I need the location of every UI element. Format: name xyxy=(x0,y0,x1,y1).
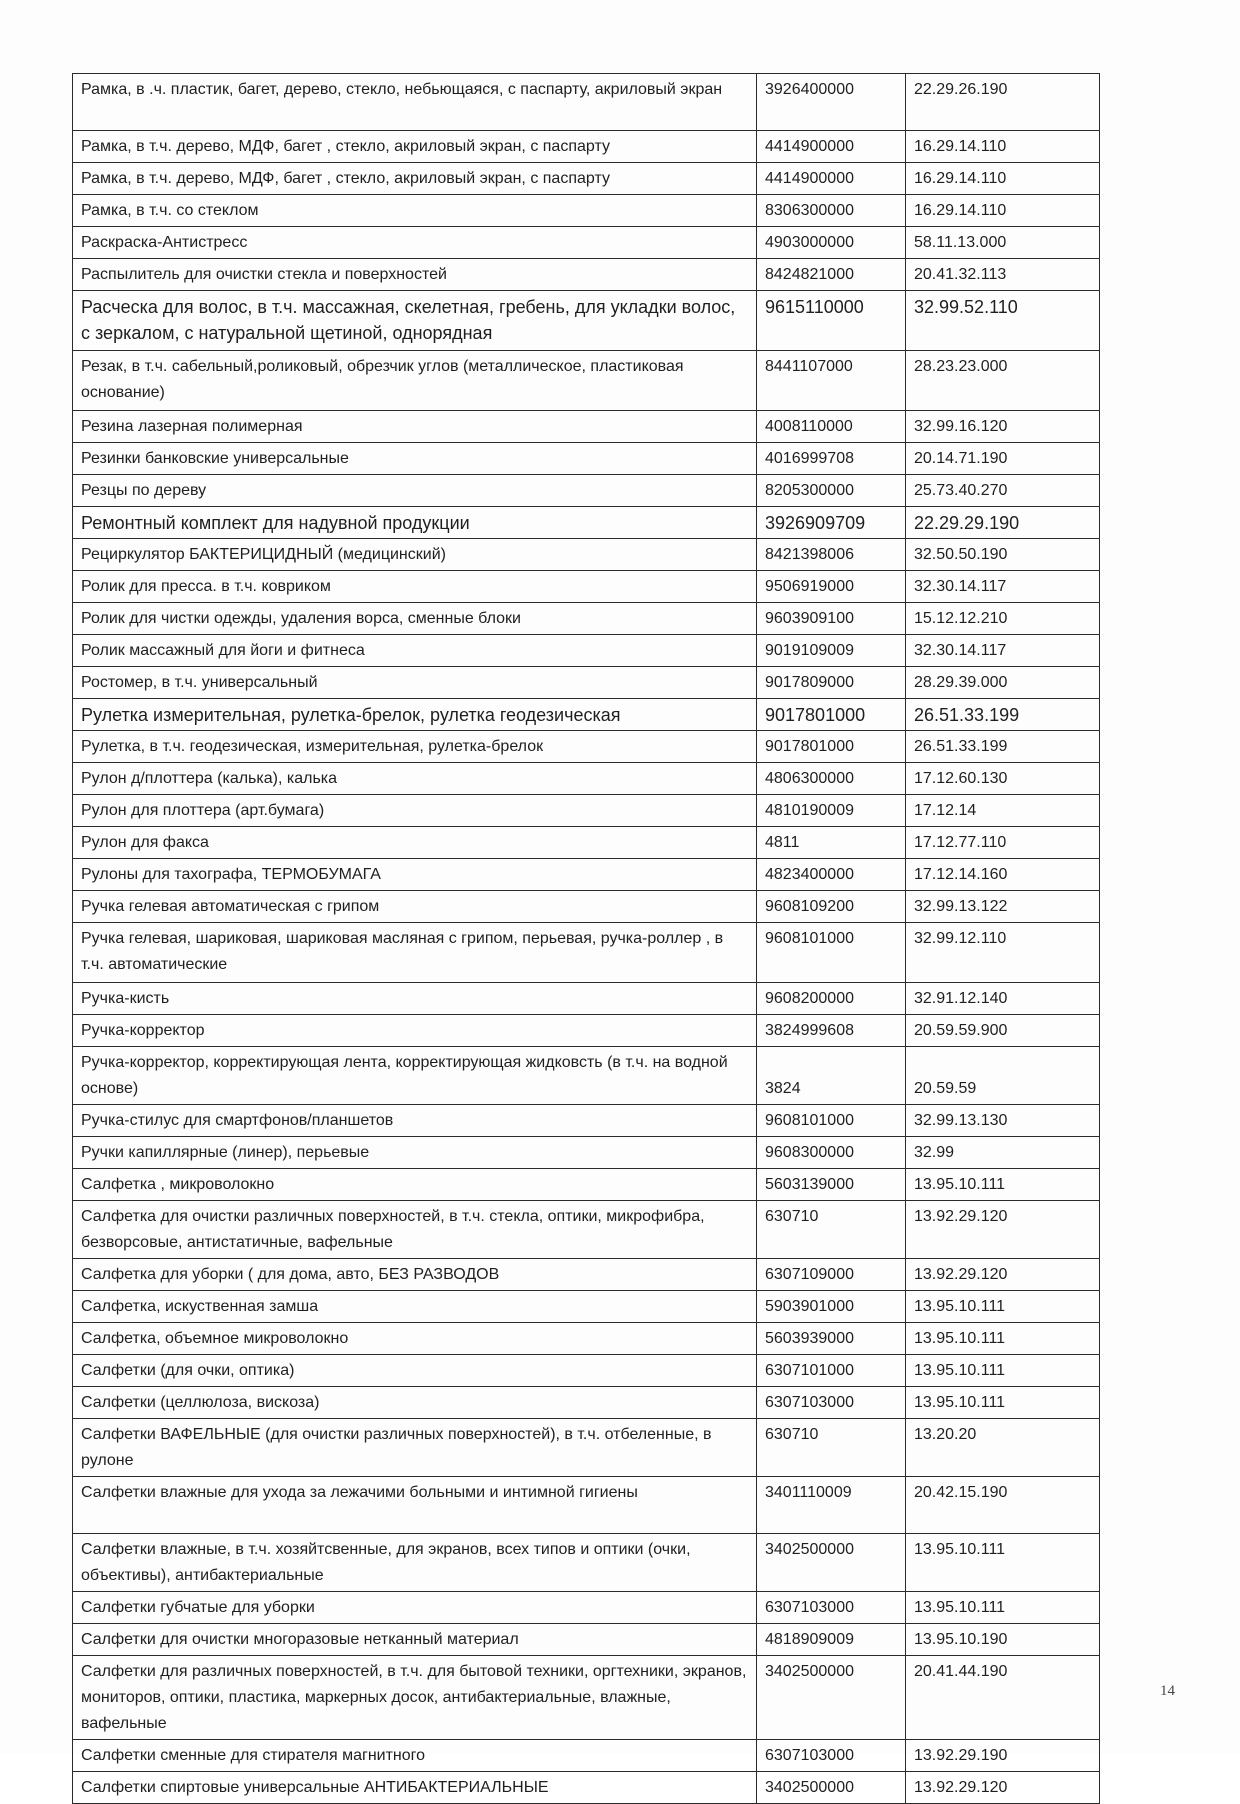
okpd2-code-cell: 13.92.29.120 xyxy=(906,1259,1100,1291)
okpd2-code-cell: 32.30.14.117 xyxy=(906,635,1100,667)
tnved-code-cell: 3824999608 xyxy=(757,1015,906,1047)
tnved-code-cell: 9603909100 xyxy=(757,603,906,635)
table-row xyxy=(73,667,1100,699)
tnved-code-cell: 630710 xyxy=(757,1419,906,1477)
table-row xyxy=(73,763,1100,795)
tnved-code-cell: 8205300000 xyxy=(757,475,906,507)
product-name-cell: Рулон для факса xyxy=(73,827,757,859)
table-row xyxy=(73,859,1100,891)
product-name-cell: Резина лазерная полимерная xyxy=(73,411,757,443)
tnved-code-cell: 6307101000 xyxy=(757,1355,906,1387)
okpd2-code-cell: 58.11.13.000 xyxy=(906,227,1100,259)
table-row xyxy=(73,1015,1100,1047)
table-row xyxy=(73,74,1100,131)
product-name-cell: Рулетка, в т.ч. геодезическая, измерительная, рулетка-брелок xyxy=(73,731,757,763)
product-name-cell: Ручка-корректор xyxy=(73,1015,757,1047)
table-row xyxy=(73,163,1100,195)
tnved-code-cell: 9017801000 xyxy=(757,731,906,763)
okpd2-code-cell: 32.99.12.110 xyxy=(906,923,1100,983)
tnved-code-cell: 9506919000 xyxy=(757,571,906,603)
product-name-cell: Салфетка, объемное микроволокно xyxy=(73,1323,757,1355)
okpd2-code-cell: 16.29.14.110 xyxy=(906,131,1100,163)
product-name-cell: Ручки капиллярные (линер), перьевые xyxy=(73,1137,757,1169)
table-body xyxy=(73,74,1100,1804)
okpd2-code-cell: 13.92.29.190 xyxy=(906,1740,1100,1772)
tnved-code-cell: 4016999708 xyxy=(757,443,906,475)
product-name-cell: Ролик массажный для йоги и фитнеса xyxy=(73,635,757,667)
product-name-cell: Салфетка , микроволокно xyxy=(73,1169,757,1201)
tnved-code-cell: 4818909009 xyxy=(757,1624,906,1656)
table-row xyxy=(73,1259,1100,1291)
tnved-code-cell: 9017801000 xyxy=(757,699,906,731)
tnved-code-cell: 6307103000 xyxy=(757,1387,906,1419)
okpd2-code-cell: 16.29.14.110 xyxy=(906,163,1100,195)
product-name-cell: Салфетки для очистки многоразовые нетканный материал xyxy=(73,1624,757,1656)
product-name-cell: Рулон для плоттера (арт.бумага) xyxy=(73,795,757,827)
product-name-cell: Салфетки сменные для стирателя магнитного xyxy=(73,1740,757,1772)
table-row xyxy=(73,1291,1100,1323)
okpd2-code-cell: 26.51.33.199 xyxy=(906,731,1100,763)
product-name-cell: Ролик для пресса. в т.ч. ковриком xyxy=(73,571,757,603)
product-name-cell: Салфетки влажные для ухода за лежачими больными и интимной гигиены xyxy=(73,1477,757,1534)
okpd2-code-cell: 20.59.59 xyxy=(906,1047,1100,1105)
tnved-code-cell: 9608300000 xyxy=(757,1137,906,1169)
tnved-code-cell: 3402500000 xyxy=(757,1772,906,1804)
product-name-cell: Ручка-кисть xyxy=(73,983,757,1015)
table-row xyxy=(73,411,1100,443)
product-name-cell: Ремонтный комплект для надувной продукции xyxy=(73,507,757,539)
product-name-cell: Ролик для чистки одежды, удаления ворса, сменные блоки xyxy=(73,603,757,635)
table-row xyxy=(73,731,1100,763)
product-name-cell: Салфетка для уборки ( для дома, авто, БЕЗ РАЗВОДОВ xyxy=(73,1259,757,1291)
table-row xyxy=(73,603,1100,635)
tnved-code-cell: 4008110000 xyxy=(757,411,906,443)
okpd2-code-cell: 13.92.29.120 xyxy=(906,1772,1100,1804)
table-row xyxy=(73,1534,1100,1592)
product-name-cell: Ручка-стилус для смартфонов/планшетов xyxy=(73,1105,757,1137)
okpd2-code-cell: 13.95.10.111 xyxy=(906,1592,1100,1624)
product-name-cell: Раскраска-Антистресс xyxy=(73,227,757,259)
table-row xyxy=(73,351,1100,411)
product-name-cell: Резинки банковские универсальные xyxy=(73,443,757,475)
table-row xyxy=(73,1419,1100,1477)
okpd2-code-cell: 32.99.16.120 xyxy=(906,411,1100,443)
table-row xyxy=(73,1047,1100,1105)
okpd2-code-cell: 20.59.59.900 xyxy=(906,1015,1100,1047)
page-number: 14 xyxy=(1160,1683,1175,1699)
tnved-code-cell: 4823400000 xyxy=(757,859,906,891)
table-row xyxy=(73,131,1100,163)
table-row xyxy=(73,195,1100,227)
table-row xyxy=(73,923,1100,983)
table-row xyxy=(73,1477,1100,1534)
okpd2-code-cell: 17.12.60.130 xyxy=(906,763,1100,795)
product-name-cell: Ручка гелевая автоматическая с грипом xyxy=(73,891,757,923)
okpd2-code-cell: 13.92.29.120 xyxy=(906,1201,1100,1259)
tnved-code-cell: 9615110000 xyxy=(757,291,906,351)
product-name-cell: Рулон д/плоттера (калька), калька xyxy=(73,763,757,795)
product-name-cell: Рамка, в т.ч. дерево, МДФ, багет , стекло, акриловый экран, с паспарту xyxy=(73,163,757,195)
product-name-cell: Салфетки (целлюлоза, вискоза) xyxy=(73,1387,757,1419)
tnved-code-cell: 8424821000 xyxy=(757,259,906,291)
tnved-code-cell: 9608109200 xyxy=(757,891,906,923)
tnved-code-cell: 6307103000 xyxy=(757,1592,906,1624)
tnved-code-cell: 4414900000 xyxy=(757,163,906,195)
table-row xyxy=(73,983,1100,1015)
table-row xyxy=(73,1624,1100,1656)
tnved-code-cell: 3926909709 xyxy=(757,507,906,539)
table-row xyxy=(73,571,1100,603)
tnved-code-cell: 4806300000 xyxy=(757,763,906,795)
tnved-code-cell: 3824 xyxy=(757,1047,906,1105)
table-row xyxy=(73,635,1100,667)
okpd2-code-cell: 13.20.20 xyxy=(906,1419,1100,1477)
table-row xyxy=(73,1740,1100,1772)
okpd2-code-cell: 13.95.10.111 xyxy=(906,1323,1100,1355)
okpd2-code-cell: 28.29.39.000 xyxy=(906,667,1100,699)
okpd2-code-cell: 13.95.10.111 xyxy=(906,1387,1100,1419)
product-name-cell: Распылитель для очистки стекла и поверхностей xyxy=(73,259,757,291)
tnved-code-cell: 5603139000 xyxy=(757,1169,906,1201)
okpd2-code-cell: 13.95.10.111 xyxy=(906,1291,1100,1323)
table-row xyxy=(73,1656,1100,1740)
table-row xyxy=(73,507,1100,539)
table-row xyxy=(73,1592,1100,1624)
product-name-cell: Салфетки ВАФЕЛЬНЫЕ (для очистки различных поверхностей), в т.ч. отбеленные, в рулоне xyxy=(73,1419,757,1477)
tnved-code-cell: 6307103000 xyxy=(757,1740,906,1772)
tnved-code-cell: 9608200000 xyxy=(757,983,906,1015)
table-row xyxy=(73,1772,1100,1804)
tnved-code-cell: 4811 xyxy=(757,827,906,859)
table-row xyxy=(73,227,1100,259)
tnved-code-cell: 4810190009 xyxy=(757,795,906,827)
table-row xyxy=(73,1201,1100,1259)
tnved-code-cell: 9019109009 xyxy=(757,635,906,667)
table-row xyxy=(73,1355,1100,1387)
okpd2-code-cell: 16.29.14.110 xyxy=(906,195,1100,227)
okpd2-code-cell: 17.12.14 xyxy=(906,795,1100,827)
tnved-code-cell: 8441107000 xyxy=(757,351,906,411)
tnved-code-cell: 3401110009 xyxy=(757,1477,906,1534)
okpd2-code-cell: 28.23.23.000 xyxy=(906,351,1100,411)
product-name-cell: Салфетка, искуственная замша xyxy=(73,1291,757,1323)
tnved-code-cell: 3926400000 xyxy=(757,74,906,131)
table-row xyxy=(73,827,1100,859)
tnved-code-cell: 3402500000 xyxy=(757,1656,906,1740)
product-codes-table xyxy=(72,73,1100,1804)
okpd2-code-cell: 22.29.29.190 xyxy=(906,507,1100,539)
product-name-cell: Салфетки (для очки, оптика) xyxy=(73,1355,757,1387)
product-name-cell: Салфетки губчатые для уборки xyxy=(73,1592,757,1624)
okpd2-code-cell: 13.95.10.190 xyxy=(906,1624,1100,1656)
table-row xyxy=(73,475,1100,507)
okpd2-code-cell: 17.12.14.160 xyxy=(906,859,1100,891)
product-name-cell: Салфетки для различных поверхностей, в т.ч. для бытовой техники, оргтехники, экранов, мониторов, оптики, пластика, маркерных досок, антибактериальные, влажные, вафельные xyxy=(73,1656,757,1740)
okpd2-code-cell: 20.41.44.190 xyxy=(906,1656,1100,1740)
product-name-cell: Рамка, в т.ч. со стеклом xyxy=(73,195,757,227)
table-row xyxy=(73,1323,1100,1355)
product-name-cell: Ручка-корректор, корректирующая лента, корректирующая жидковсть (в т.ч. на водной основе) xyxy=(73,1047,757,1105)
table-row xyxy=(73,443,1100,475)
okpd2-code-cell: 25.73.40.270 xyxy=(906,475,1100,507)
okpd2-code-cell: 32.99 xyxy=(906,1137,1100,1169)
tnved-code-cell: 9608101000 xyxy=(757,923,906,983)
table-row xyxy=(73,891,1100,923)
tnved-code-cell: 630710 xyxy=(757,1201,906,1259)
product-name-cell: Салфетки влажные, в т.ч. хозяйтсвенные, для экранов, всех типов и оптики (очки, объективы), антибактериальные xyxy=(73,1534,757,1592)
okpd2-code-cell: 32.30.14.117 xyxy=(906,571,1100,603)
tnved-code-cell: 5603939000 xyxy=(757,1323,906,1355)
product-name-cell: Салфетки спиртовые универсальные АНТИБАКТЕРИАЛЬНЫЕ xyxy=(73,1772,757,1804)
product-name-cell: Рулетка измерительная, рулетка-брелок, рулетка геодезическая xyxy=(73,699,757,731)
tnved-code-cell: 6307109000 xyxy=(757,1259,906,1291)
tnved-code-cell: 3402500000 xyxy=(757,1534,906,1592)
okpd2-code-cell: 32.99.52.110 xyxy=(906,291,1100,351)
okpd2-code-cell: 22.29.26.190 xyxy=(906,74,1100,131)
okpd2-code-cell: 15.12.12.210 xyxy=(906,603,1100,635)
table-row xyxy=(73,539,1100,571)
tnved-code-cell: 9017809000 xyxy=(757,667,906,699)
tnved-code-cell: 8306300000 xyxy=(757,195,906,227)
okpd2-code-cell: 20.14.71.190 xyxy=(906,443,1100,475)
okpd2-code-cell: 20.41.32.113 xyxy=(906,259,1100,291)
table-row xyxy=(73,1169,1100,1201)
okpd2-code-cell: 13.95.10.111 xyxy=(906,1169,1100,1201)
product-name-cell: Рулоны для тахографа, ТЕРМОБУМАГА xyxy=(73,859,757,891)
table-row xyxy=(73,1105,1100,1137)
tnved-code-cell: 5903901000 xyxy=(757,1291,906,1323)
okpd2-code-cell: 32.99.13.130 xyxy=(906,1105,1100,1137)
product-name-cell: Рамка, в т.ч. дерево, МДФ, багет , стекло, акриловый экран, с паспарту xyxy=(73,131,757,163)
product-name-cell: Ростомер, в т.ч. универсальный xyxy=(73,667,757,699)
table-row xyxy=(73,699,1100,731)
table-row xyxy=(73,291,1100,351)
product-name-cell: Резцы по дереву xyxy=(73,475,757,507)
tnved-code-cell: 4414900000 xyxy=(757,131,906,163)
okpd2-code-cell: 32.50.50.190 xyxy=(906,539,1100,571)
okpd2-code-cell: 32.99.13.122 xyxy=(906,891,1100,923)
table-row xyxy=(73,795,1100,827)
product-name-cell: Ручка гелевая, шариковая, шариковая масляная с грипом, перьевая, ручка-роллер , в т.ч. автоматические xyxy=(73,923,757,983)
table-row xyxy=(73,259,1100,291)
okpd2-code-cell: 17.12.77.110 xyxy=(906,827,1100,859)
tnved-code-cell: 9608101000 xyxy=(757,1105,906,1137)
okpd2-code-cell: 13.95.10.111 xyxy=(906,1534,1100,1592)
product-name-cell: Расческа для волос, в т.ч. массажная, скелетная, гребень, для укладки волос, с зеркалом, с натуральной щетиной, однорядная xyxy=(73,291,757,351)
okpd2-code-cell: 20.42.15.190 xyxy=(906,1477,1100,1534)
product-name-cell: Рамка, в .ч. пластик, багет, дерево, стекло, небьющаяся, с паспарту, акриловый экран xyxy=(73,74,757,131)
product-name-cell: Резак, в т.ч. сабельный,роликовый, обрезчик углов (металлическое, пластиковая основание) xyxy=(73,351,757,411)
okpd2-code-cell: 32.91.12.140 xyxy=(906,983,1100,1015)
okpd2-code-cell: 26.51.33.199 xyxy=(906,699,1100,731)
okpd2-code-cell: 13.95.10.111 xyxy=(906,1355,1100,1387)
product-name-cell: Салфетка для очистки различных поверхностей, в т.ч. стекла, оптики, микрофибра, безворсовые, антистатичные, вафельные xyxy=(73,1201,757,1259)
table-row xyxy=(73,1137,1100,1169)
tnved-code-cell: 8421398006 xyxy=(757,539,906,571)
table-row xyxy=(73,1387,1100,1419)
tnved-code-cell: 4903000000 xyxy=(757,227,906,259)
product-name-cell: Рециркулятор БАКТЕРИЦИДНЫЙ (медицинский) xyxy=(73,539,757,571)
